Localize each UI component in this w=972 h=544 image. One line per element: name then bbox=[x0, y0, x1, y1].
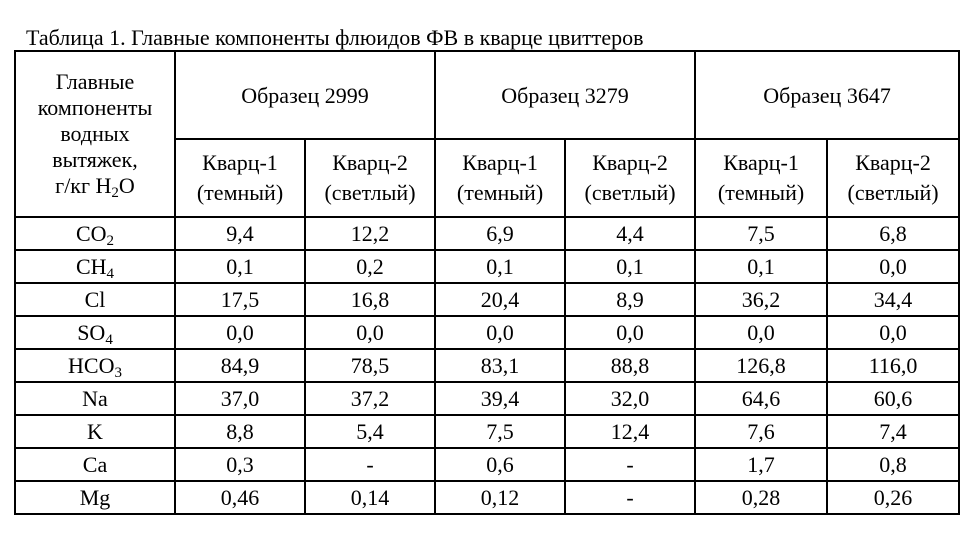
value-cell: 0,8 bbox=[827, 448, 959, 481]
quartz-note: (темный) bbox=[717, 180, 805, 205]
component-label-cell bbox=[15, 283, 175, 316]
component-label-cell bbox=[15, 250, 175, 283]
quartz-name: Кварц-2 bbox=[592, 150, 668, 175]
value-cell: 0,12 bbox=[435, 481, 565, 514]
value-cell: 36,2 bbox=[695, 283, 827, 316]
quartz-header-cell bbox=[695, 139, 827, 217]
value-cell: 16,8 bbox=[305, 283, 435, 316]
value-cell: 0,28 bbox=[695, 481, 827, 514]
value-cell: 0,3 bbox=[175, 448, 305, 481]
table-row bbox=[15, 217, 959, 250]
component-subscript: 3 bbox=[114, 365, 122, 381]
component-label: Cl bbox=[84, 287, 106, 312]
value-cell: 37,0 bbox=[175, 382, 305, 415]
component-label: K bbox=[87, 419, 103, 444]
value-cell: 8,9 bbox=[565, 283, 695, 316]
corner-line-4: вытяжек, bbox=[52, 147, 138, 172]
value-cell: 0,2 bbox=[305, 250, 435, 283]
table-row bbox=[15, 481, 959, 514]
component-label: SO bbox=[77, 320, 106, 345]
corner-line-5-end: O bbox=[118, 173, 135, 198]
quartz-note: (темный) bbox=[196, 180, 284, 205]
quartz-note: (светлый) bbox=[584, 180, 676, 205]
value-cell: - bbox=[565, 448, 695, 481]
corner-line-3: водных bbox=[60, 121, 130, 146]
corner-line-1: Главные bbox=[55, 69, 135, 94]
component-label: Na bbox=[82, 386, 108, 411]
value-cell: 78,5 bbox=[305, 349, 435, 382]
value-cell: 0,14 bbox=[305, 481, 435, 514]
value-cell: 0,0 bbox=[565, 316, 695, 349]
quartz-note: (темный) bbox=[456, 180, 544, 205]
quartz-header-cell bbox=[435, 139, 565, 217]
value-cell: 0,0 bbox=[305, 316, 435, 349]
table-row bbox=[15, 250, 959, 283]
component-label-cell bbox=[15, 448, 175, 481]
corner-line-5: г/кг H bbox=[55, 173, 112, 198]
value-cell: 37,2 bbox=[305, 382, 435, 415]
component-label: HCO bbox=[68, 353, 115, 378]
value-cell: - bbox=[305, 448, 435, 481]
component-label: Mg bbox=[79, 485, 111, 510]
value-cell: 7,6 bbox=[695, 415, 827, 448]
value-cell: 8,8 bbox=[175, 415, 305, 448]
value-cell: 6,8 bbox=[827, 217, 959, 250]
quartz-note: (светлый) bbox=[324, 180, 416, 205]
component-label-cell bbox=[15, 349, 175, 382]
quartz-name: Кварц-1 bbox=[202, 150, 278, 175]
value-cell: 126,8 bbox=[695, 349, 827, 382]
value-cell: 0,0 bbox=[175, 316, 305, 349]
value-cell: 7,5 bbox=[435, 415, 565, 448]
value-cell: 116,0 bbox=[827, 349, 959, 382]
quartz-header-cell bbox=[305, 139, 435, 217]
value-cell: 5,4 bbox=[305, 415, 435, 448]
component-label-cell bbox=[15, 382, 175, 415]
table-row bbox=[15, 316, 959, 349]
quartz-name: Кварц-1 bbox=[462, 150, 538, 175]
value-cell: 0,1 bbox=[695, 250, 827, 283]
value-cell: 0,26 bbox=[827, 481, 959, 514]
table-row bbox=[15, 415, 959, 448]
table-row bbox=[15, 349, 959, 382]
value-cell: 84,9 bbox=[175, 349, 305, 382]
quartz-name: Кварц-1 bbox=[723, 150, 799, 175]
component-subscript: 4 bbox=[105, 332, 113, 348]
table-row bbox=[15, 448, 959, 481]
value-cell: 4,4 bbox=[565, 217, 695, 250]
value-cell: 60,6 bbox=[827, 382, 959, 415]
corner-line-2: компоненты bbox=[37, 95, 153, 120]
value-cell: 20,4 bbox=[435, 283, 565, 316]
component-subscript: 2 bbox=[106, 233, 115, 249]
quartz-name: Кварц-2 bbox=[855, 150, 931, 175]
component-label: CH bbox=[75, 254, 107, 279]
component-label-cell bbox=[15, 415, 175, 448]
value-cell: 83,1 bbox=[435, 349, 565, 382]
value-cell: 34,4 bbox=[827, 283, 959, 316]
value-cell: 0,1 bbox=[175, 250, 305, 283]
value-cell: 0,0 bbox=[827, 250, 959, 283]
value-cell: 0,46 bbox=[175, 481, 305, 514]
component-label-cell bbox=[15, 217, 175, 250]
value-cell: 0,6 bbox=[435, 448, 565, 481]
table-caption: Таблица 1. Главные компоненты флюидов ФВ в кварце цвиттеров bbox=[26, 25, 644, 50]
header-row-samples bbox=[15, 51, 959, 139]
value-cell: 88,8 bbox=[565, 349, 695, 382]
component-label: Ca bbox=[82, 452, 108, 477]
value-cell: 0,0 bbox=[435, 316, 565, 349]
value-cell: 7,5 bbox=[695, 217, 827, 250]
value-cell: 7,4 bbox=[827, 415, 959, 448]
value-cell: 0,0 bbox=[695, 316, 827, 349]
value-cell: - bbox=[565, 481, 695, 514]
value-cell: 39,4 bbox=[435, 382, 565, 415]
value-cell: 32,0 bbox=[565, 382, 695, 415]
component-label-cell bbox=[15, 481, 175, 514]
value-cell: 0,1 bbox=[435, 250, 565, 283]
fluid-components-table bbox=[14, 50, 960, 515]
corner-header-cell bbox=[15, 51, 175, 217]
corner-subscript: 2 bbox=[111, 185, 119, 201]
table-row bbox=[15, 283, 959, 316]
quartz-name: Кварц-2 bbox=[332, 150, 408, 175]
sample-header-3647: Образец 3647 bbox=[695, 51, 959, 139]
quartz-header-cell bbox=[175, 139, 305, 217]
sample-header-2999: Образец 2999 bbox=[175, 51, 435, 139]
value-cell: 0,1 bbox=[565, 250, 695, 283]
value-cell: 6,9 bbox=[435, 217, 565, 250]
quartz-header-cell bbox=[827, 139, 959, 217]
value-cell: 64,6 bbox=[695, 382, 827, 415]
table-row bbox=[15, 382, 959, 415]
value-cell: 12,4 bbox=[565, 415, 695, 448]
value-cell: 1,7 bbox=[695, 448, 827, 481]
value-cell: 9,4 bbox=[175, 217, 305, 250]
value-cell: 17,5 bbox=[175, 283, 305, 316]
sample-header-3279: Образец 3279 bbox=[435, 51, 695, 139]
component-label-cell bbox=[15, 316, 175, 349]
quartz-note: (светлый) bbox=[847, 180, 939, 205]
value-cell: 0,0 bbox=[827, 316, 959, 349]
component-label: CO bbox=[75, 221, 107, 246]
quartz-header-cell bbox=[565, 139, 695, 217]
table-body bbox=[15, 217, 959, 514]
component-subscript: 4 bbox=[106, 266, 115, 282]
value-cell: 12,2 bbox=[305, 217, 435, 250]
